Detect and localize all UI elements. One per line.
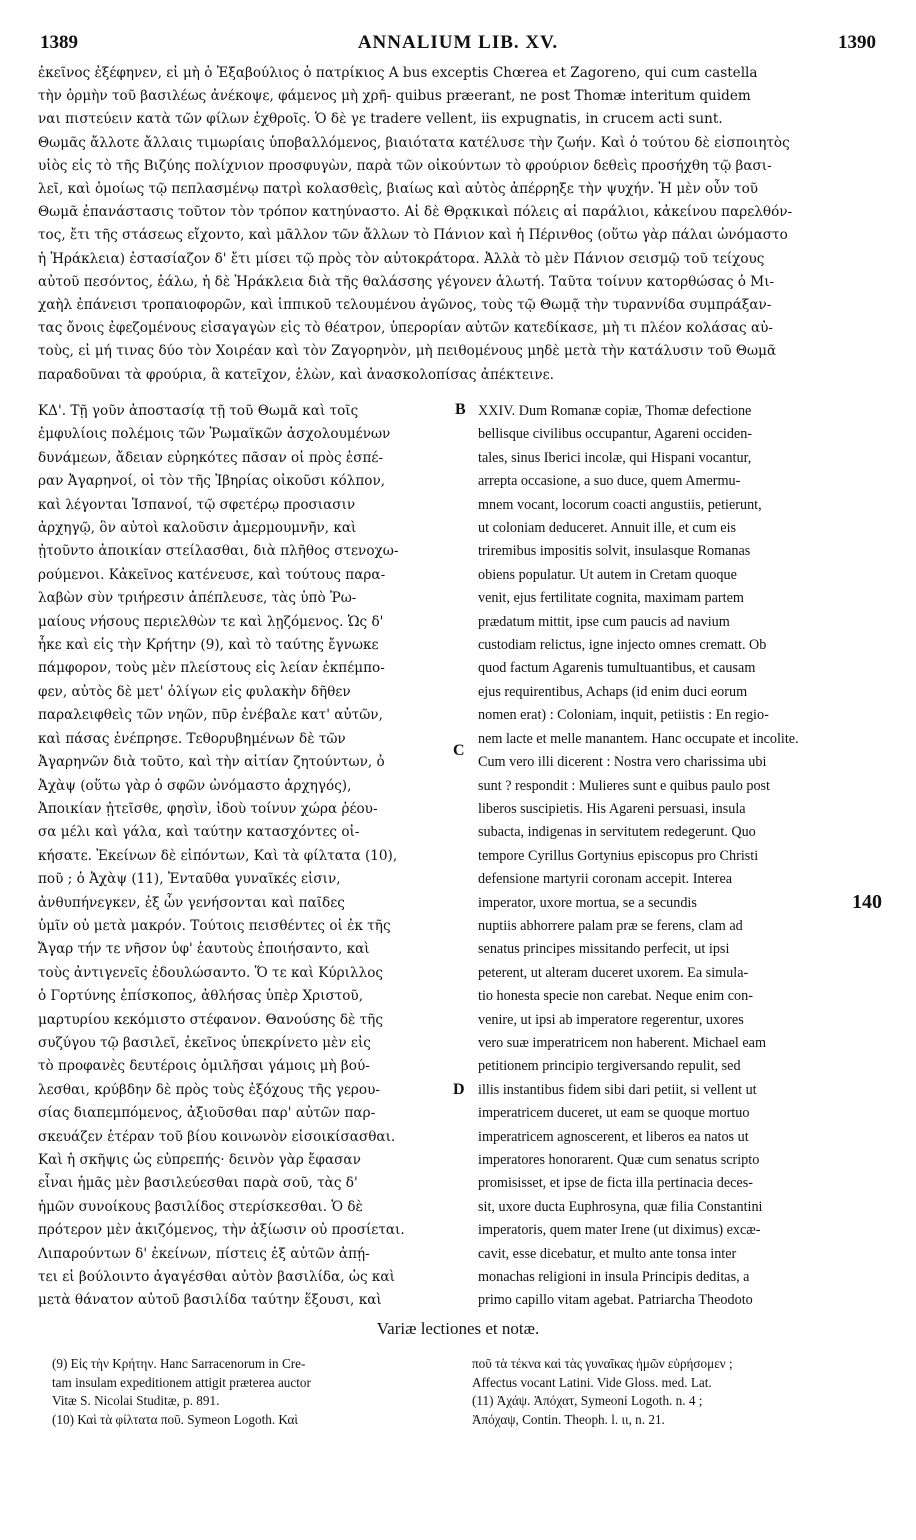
greek-line: ἡμῶν συνοίκους βασιλίδος στερίσκεσθαι. Ὁ δὲ: [38, 1198, 363, 1215]
greek-line: συζύγου τῷ βασιλεῖ, ἐκεῖνος ὑπεκρίνετο μὲν εἰς: [38, 1034, 371, 1051]
greek-line: Ἀγαρηνῶν διὰ τοῦτο, καὶ τὴν αἰτίαν ζητούντων, ὁ: [38, 754, 385, 771]
latin-line: quod factum Agarenis tumultuantibus, et causam: [478, 660, 756, 677]
latin-line: venire, ut ipsi ab imperatore regerentur, uxores: [478, 1011, 744, 1028]
greek-line: ὑμῖν οὐ μετὰ μακρόν. Τούτοις πεισθέντες οἱ ἐκ τῆς: [38, 917, 391, 934]
greek-line: ἀνθυπήνεγκεν, ἐξ ὧν γενήσονται καὶ παῖδες: [38, 894, 345, 911]
latin-line: [478, 892, 882, 915]
text-line: τὴν ὁρμὴν τοῦ βασιλέως ἀνέκοψε, φάμενος μὴ χρῆ- quibus præerant, ne post Thomæ interitum quidem: [38, 88, 751, 105]
greek-line: ὁ Γορτύνης ἐπίσκοπος, ἀθλήσας ὑπὲρ Χριστοῦ,: [38, 988, 364, 1005]
latin-line: XXIV. Dum Romanæ copiæ, Thomæ defectione: [478, 403, 752, 419]
latin-line: triremibus impositis solvit, insulasque Romanas: [478, 543, 751, 560]
latin-line: tempore Cyrillus Gortynius episcopus pro Christi: [478, 847, 759, 864]
text-line: αὐτοῦ πεσόντος, ἑάλω, ἡ δὲ Ἡράκλεια διὰ τῆς θαλάσσης γέγονεν ἁλωτή. Ταῦτα τοίνυν κατορθώσας ὁ Μι-: [38, 273, 775, 290]
greek-line: φεν, αὐτὸς δὲ μετ' ὀλίγων εἰς φυλακὴν δῆθεν: [38, 683, 351, 700]
greek-line: τει εἰ βούλοιντο ἀγαγέσθαι αὐτὸν βασιλίδα, ὡς καὶ: [38, 1269, 395, 1286]
full-width-text: [38, 62, 882, 387]
margin-letter-d: D: [453, 1081, 465, 1098]
notes-left: [52, 1355, 452, 1429]
page-number-right: 1390: [838, 32, 876, 53]
margin-letter-c: C: [453, 742, 465, 759]
greek-line: ποῦ ; ὁ Ἀχὰψ (11), Ἐνταῦθα γυναῖκές εἰσιν,: [38, 871, 341, 888]
latin-line: ut coloniam deduceret. Annuit ille, et cum eis: [478, 520, 737, 537]
greek-line: ραν Ἀγαρηνοί, οἱ τὸν τῆς Ἰβηρίας οἰκοῦσι κόλπον,: [38, 473, 386, 490]
latin-line: nuptiis abhorrere palam præ se ferens, clam ad: [478, 917, 743, 934]
greek-line: εἶναι ἡμᾶς μὲν βασιλεύεσθαι παρὰ σοῦ, τὰς δ': [38, 1175, 358, 1192]
greek-line: ἐμφυλίοις πολέμοις τῶν Ῥωμαϊκῶν ἀσχολουμένων: [38, 426, 391, 443]
note-line: Vitæ S. Nicolai Studitæ, p. 891.: [52, 1393, 220, 1408]
greek-line: λεσθαι, κρύβδην δὲ πρὸς τοὺς ἐξόχους τῆς γερου-: [38, 1081, 380, 1098]
notes-right: [472, 1355, 882, 1429]
latin-line: imperatoris, quem mater Irene (ut diximus) excæ-: [478, 1222, 761, 1239]
latin-line: monachas religioni in insula Principis deditas, a: [478, 1269, 750, 1286]
latin-line: nomen erat) : Coloniam, inquit, petiistis : En regio-: [478, 707, 769, 724]
latin-line: senatus principes missitando perfecit, ut ipsi: [478, 941, 730, 958]
greek-column: [38, 400, 466, 1313]
text-line: υἱὸς εἰς τὸ τῆς Βιζύης πολίχνιον προσφυγὼν, παρὰ τῶν οἰκούντων τὸ φρούριον δεθεὶς προσήχθη τῷ βασι-: [38, 157, 772, 174]
latin-line: prædatum mittit, ipse cum paucis ad navium: [478, 613, 730, 630]
latin-line: bellisque civilibus occupantur, Agareni occiden-: [478, 426, 753, 443]
text-line: τοὺς, εἰ μή τινας δύο τὸν Χοιρέαν καὶ τὸν Ζαγορηνὸν, μὴ πειθομένους μηδὲ μετὰ τὴν κατάλυσιν τοῦ Θωμᾶ: [38, 343, 777, 360]
text-line: Θωμᾶ ἐπανάστασις τοῦτον τὸν τρόπον κατηύναστο. Αἱ δὲ Θρᾳκικαὶ πόλεις αἱ παράλιοι, κἀκείνου παρελθόν-: [38, 204, 793, 221]
latin-line: obiens populatur. Ut autem in Cretam quoque: [478, 566, 737, 583]
note-line: Ἀπόχαψ, Contin. Theoph. l. ιι, n. 21.: [472, 1411, 665, 1427]
latin-line: imperatores honorarent. Quæ cum senatus scripto: [478, 1152, 760, 1168]
greek-line: Ἀχὰψ (οὕτω γὰρ ὁ σφῶν ὠνόμαστο ἀρχηγός),: [38, 777, 352, 794]
greek-line: καὶ λέγονται Ἱσπανοί, τῷ σφετέρῳ προσιασιν: [38, 496, 356, 513]
greek-line: ᾐτοῦντο ἀποικίαν στείλασθαι, διὰ πλῆθος στενοχω-: [38, 543, 399, 560]
latin-line: illis instantibus fidem sibi dari petiit, si vellent ut: [478, 1081, 757, 1098]
greek-line: λαβὼν σὺν τριήρεσιν ἀπέπλευσε, τὰς ὑπὸ Ῥω-: [38, 590, 357, 607]
latin-line: venit, ejus fertilitate cognita, maximam partem: [478, 590, 744, 607]
latin-line: imperatricem agnoscerent, et liberos ea natos ut: [478, 1128, 749, 1145]
latin-line: subacta, indigenas in servitutem redegerunt. Quo: [478, 824, 756, 841]
greek-line: Λιπαρούντων δ' ἐκείνων, πίστεις ἐξ αὐτῶν ἀπῄ-: [38, 1245, 370, 1262]
greek-line: σίας διαπεμπόμενος, ἀξιοῦσθαι παρ' αὐτῶν παρ-: [38, 1105, 376, 1122]
running-title: ANNALIUM LIB. XV.: [357, 32, 559, 53]
latin-line: primo capillo vitam agebat. Patriarcha Theodoto: [478, 1292, 753, 1309]
note-line: (10) Καὶ τὰ φίλτατα ποῦ. Symeon Logoth. Καὶ: [52, 1411, 298, 1427]
note-line: tam insulam expeditionem attigit præterea auctor: [52, 1374, 311, 1390]
running-header: [0, 30, 916, 60]
latin-line: ejus requirentibus, Achaps (id enim duci eorum: [478, 683, 748, 700]
latin-line: promisisset, et ipse de ficta illa pertinacia deces-: [478, 1175, 753, 1192]
latin-line: nem lacte et melle manantem. Hanc occupate et incolite.: [478, 730, 799, 747]
latin-line: tio honesta specie non carebat. Neque enim con-: [478, 988, 753, 1005]
latin-line: tales, sinus Iberici incolæ, qui Hispani vocantur,: [478, 449, 752, 466]
greek-line: κήσατε. Ἐκείνων δὲ εἰπόντων, Καὶ τὰ φίλτατα (10),: [38, 847, 398, 864]
greek-line: Καὶ ἡ σκῆψις ὡς εὐπρεπής· δεινὸν γὰρ ἔφασαν: [38, 1152, 361, 1168]
latin-line: petitionem principio tergiversando repulit, sed: [478, 1058, 741, 1075]
latin-column: [478, 400, 882, 1313]
greek-line: ΚΔ'. Τῇ γοῦν ἀποστασίᾳ τῇ τοῦ Θωμᾶ καὶ τοῖς: [38, 403, 359, 419]
page-number-left: 1389: [40, 32, 78, 53]
greek-line: ρούμενοι. Κἀκεῖνος κατένευσε, καὶ τούτους παρα-: [38, 566, 386, 583]
text-line: ναι πιστεύειν κατὰ τῶν φίλων ἐχθροῖς. Ὁ δὲ γε tradere vellent, iis expugnatis, in crucem acti sunt.: [38, 111, 723, 128]
greek-line: τοὺς ἀντιγενεῖς ἐδουλώσαντο. Ὅ τε καὶ Κύριλλος: [38, 964, 384, 981]
greek-line: μετὰ θάνατον αὐτοῦ βασιλίδα ταύτην ἕξουσι, καὶ: [38, 1292, 382, 1309]
latin-line: arrepta occasione, a suo duce, quem Amermu-: [478, 473, 741, 490]
note-line: Affectus vocant Latini. Vide Gloss. med. Lat.: [472, 1374, 712, 1390]
note-line: (9) Εἰς τὴν Κρήτην. Hanc Sarracenorum in Cre-: [52, 1356, 306, 1371]
text-line: τας ὄνοις ἐφεζομένους εἰσαγαγὼν εἰς τὸ θέατρον, ὑπερορίαν αὐτῶν κατεδίκασε, μὴ τι πλέον κολάσας αὐ-: [38, 320, 773, 337]
latin-line: custodiam relictus, igne injecto omnes crematt. Ob: [478, 637, 767, 654]
latin-line: sit, uxore ducta Euphrosyna, quæ filia Constantini: [478, 1198, 763, 1215]
latin-line: liberos suscipietis. His Agareni persuasi, insula: [478, 800, 746, 817]
greek-line: πάμφορον, τοὺς μὲν πλείστους εἰς λείαν ἐκπέμπο-: [38, 660, 385, 677]
greek-line: Ἀποικίαν ᾐτεῖσθε, φησὶν, ἰδοὺ τοίνυν χώρα ῥέου-: [38, 800, 378, 817]
greek-line: παραλειφθεὶς τῶν νηῶν, πῦρ ἐνέβαλε κατ' αὐτῶν,: [38, 707, 383, 724]
latin-line: peterent, ut alteram duceret uxorem. Ea simula-: [478, 964, 749, 981]
latin-line-text: imperator, uxore mortua, se a secundis: [478, 894, 697, 911]
greek-line: ἀρχηγῷ, ὃν αὐτοὶ καλοῦσιν ἀμερμουμνῆν, καὶ: [38, 520, 357, 537]
latin-line: Cum vero illi dicerent : Nostra vero charissima ubi: [478, 754, 767, 771]
text-line: ἡ Ἡράκλεια) ἐστασίαζον δ' ἔτι μίσει τῷ πρὸς τὸν αὐτοκράτορα. Ἀλλὰ τὸ μὲν Πάνιον σεισμῷ τοῦ τείχους: [38, 250, 765, 267]
greek-line: μαρτυρίου κεκόμιστο στέφανον. Θανούσης δὲ τῆς: [38, 1011, 383, 1028]
latin-line: imperatricem duceret, ut eam se quoque mortuo: [478, 1105, 750, 1122]
text-line: χαὴλ ἐπάνεισι τροπαιοφορῶν, καὶ ἱππικοῦ τελουμένου ἀγῶνος, τοὺς τῷ Θωμᾷ τὴν τυραννίδα συμπράξαν-: [38, 297, 772, 314]
text-line: Θωμᾶς ἄλλοτε ἄλλαις τιμωρίαις ὑποβαλλόμενος, βιαιότατα κατέλυσε τὴν ζωήν. Καὶ ὁ τούτου δὲ εἰσποιητὸς: [38, 134, 790, 151]
greek-line: καὶ πάσας ἐνέπρησε. Τεθορυβημένων δὲ τῶν: [38, 730, 346, 747]
greek-line: μαίους νήσους περιελθὼν τε καὶ λῃζόμενος. Ὡς δ': [38, 613, 384, 630]
greek-line: πρότερον μὲν ἀκιζόμενος, τὴν ἀξίωσιν οὐ προσίεται.: [38, 1222, 405, 1239]
latin-line: sunt ? respondit : Mulieres sunt e quibus paulo post: [478, 777, 771, 794]
greek-line: Ἄγαρ τήν τε νῆσον ὑφ' ἑαυτοὺς ἐποιήσαντο, καὶ: [38, 941, 370, 958]
column-number: 140: [852, 890, 882, 913]
latin-line: vero suæ imperatricem non haberent. Michael eam: [478, 1034, 766, 1051]
greek-line: ἧκε καὶ εἰς τὴν Κρήτην (9), καὶ τὸ ταύτης ἔγνωκε: [38, 637, 379, 654]
note-line: ποῦ τὰ τέκνα καὶ τὰς γυναῖκας ἡμῶν εὑρήσομεν ;: [472, 1356, 733, 1371]
latin-line: mnem vocant, locorum coacti angustiis, petierunt,: [478, 496, 762, 513]
text-line: ἐκεῖνος ἐξέφηνεν, εἰ μὴ ὁ Ἐξαβούλιος ὁ πατρίκιος A bus exceptis Chœrea et Zagoreno, qui cum castella: [38, 65, 758, 81]
greek-line: τὸ προφανὲς δευτέροις ὁμιλῆσαι γάμοις μὴ βού-: [38, 1058, 370, 1075]
greek-line: σκευάζεν ἑτέραν τοῦ βίου κοινωνὸν εἰσοικίσασθαι.: [38, 1128, 396, 1145]
latin-line: cavit, esse dicebatur, et multo ante tonsa inter: [478, 1245, 737, 1262]
text-line: παραδοῦναι τὰ φρούρια, ἃ κατεῖχον, ἑλὼν, καὶ ἀνασκολοπίσας ἀπέκτεινε.: [38, 366, 554, 383]
text-line: λεῖ, καὶ ὁμοίως τῷ πεπλασμένῳ πατρὶ κολασθεὶς, βιαίως καὶ αὐτὸς ἀπέρρηξε τὴν ψυχήν. Ἡ μὲν οὖν τοῦ: [38, 181, 759, 198]
note-line: (11) Ἀχάψ. Ἀπόχατ, Symeoni Logoth. n. 4 ;: [472, 1393, 703, 1408]
greek-line: δυνάμεων, ἄδειαν εὑρηκότες πᾶσαν οἱ πρὸς ἑσπέ-: [38, 449, 384, 466]
text-line: τος, ἔτι τῆς στάσεως εἴχοντο, καὶ μᾶλλον τῶν ἄλλων τὸ Πάνιον καὶ ἡ Πέρινθος (οὕτω γὰρ πάλαι ὠνόμαστο: [38, 227, 788, 244]
latin-line: defensione martyrii coronam accepit. Interea: [478, 871, 733, 888]
greek-line: σα μέλι καὶ γάλα, καὶ ταύτην κατασχόντες οἰ-: [38, 824, 360, 841]
notes-heading: Variæ lectiones et notæ.: [376, 1319, 540, 1338]
margin-letter-b: B: [455, 401, 466, 418]
